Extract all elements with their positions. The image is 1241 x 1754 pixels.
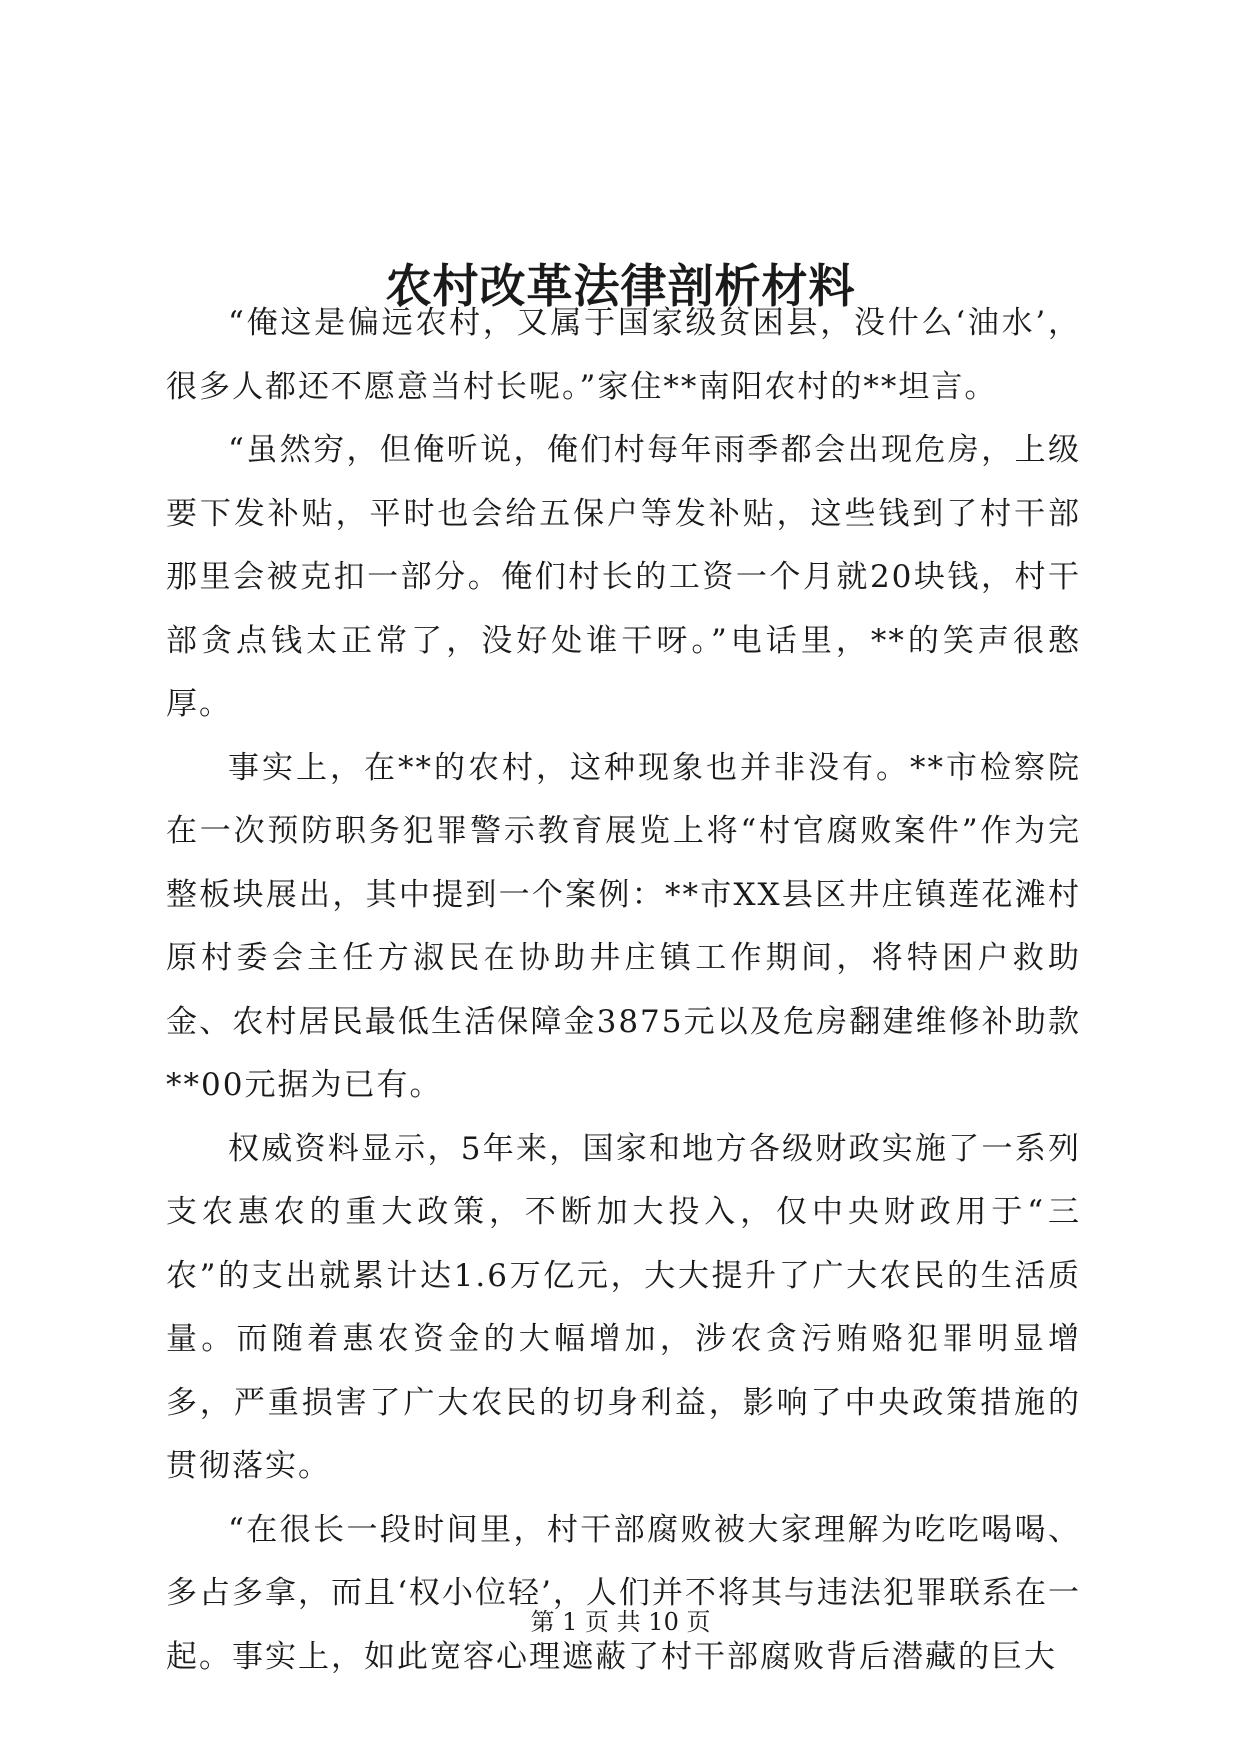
paragraph-1: “俺这是偏远农村，又属于国家级贫困县，没什么‘油水’，很多人都还不愿意当村长呢。”家住**南阳农村的**坦言。 [166,305,1081,405]
document-body [166,292,1081,1689]
paragraph-4: 权威资料显示，5年来，国家和地方各级财政实施了一系列支农惠农的重大政策，不断加大投入，仅中央财政用于“三农”的支出就累计达1.6万亿元，大大提升了广大农民的生活质量。而随着惠农资金的大幅增加，涉农贪污贿赂犯罪明显增多，严重损害了广大农民的切身利益，影响了中央政策措施的贯彻落实。 [166,1130,1081,1484]
paragraph-3: 事实上，在**的农村，这种现象也并非没有。**市检察院在一次预防职务犯罪警示教育展览上将“村官腐败案件”作为完整板块展出，其中提到一个案例：**市XX县区井庄镇莲花滩村原村委会主任方淑民在协助井庄镇工作期间，将特困户救助金、农村居民最低生活保障金3875元以及危房翻建维修补助款**00元据为已有。 [166,749,1081,1103]
document-title: 农村改革法律剖析材料 [385,258,856,313]
paragraph-2: “虽然穷，但俺听说，俺们村每年雨季都会出现危房，上级要下发补贴，平时也会给五保户等发补贴，这些钱到了村干部那里会被克扣一部分。俺们村长的工资一个月就20块钱，村干部贪点钱太正常了，没好处谁干呀。”电话里，**的笑声很憨厚。 [166,432,1081,722]
paragraph-5: “在很长一段时间里，村干部腐败被大家理解为吃吃喝喝、多占多拿，而且‘权小位轻’，人们并不将其与违法犯罪联系在一起。事实上，如此宽容心理遮蔽了村干部腐败背后潜藏的巨大 [166,1511,1081,1675]
page-number-footer: 第 1 页 共 10 页 [530,1608,711,1636]
